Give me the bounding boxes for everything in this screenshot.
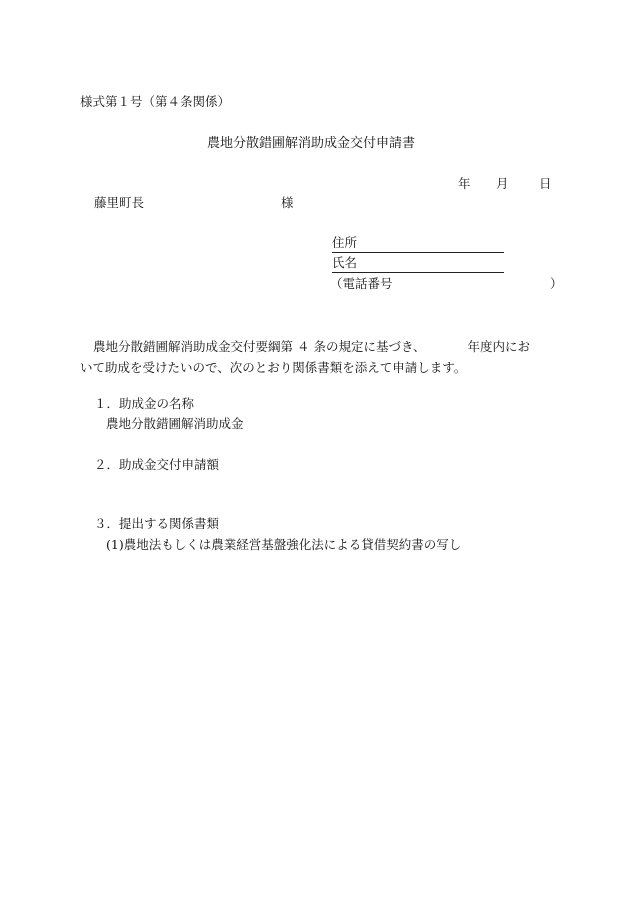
- body-paragraph: [80, 336, 555, 378]
- name-underline: [332, 272, 504, 273]
- phone-close-paren: ）: [550, 276, 563, 291]
- item-3-heading: ３．提出する関係書類: [94, 516, 220, 531]
- body-line-2: いて助成を受けたいので、次のとおり関係書類を添えて申請します。: [80, 360, 467, 375]
- form-number: 様式第１号（第４条関係）: [80, 94, 231, 109]
- address-label: 住所: [332, 235, 358, 250]
- address-underline: [332, 252, 504, 253]
- addressee-honorific: 様: [281, 195, 294, 210]
- addressee-name: 藤里町長: [94, 195, 145, 210]
- body-line-1: [80, 336, 555, 357]
- name-label: 氏名: [332, 255, 358, 270]
- date-month-label: 月: [496, 176, 509, 191]
- item-1-heading: １．助成金の名称: [94, 396, 195, 411]
- phone-label: （電話番号: [330, 276, 393, 291]
- item-1-content: 農地分散錯圃解消助成金: [106, 416, 244, 431]
- document-title: 農地分散錯圃解消助成金交付申請書: [207, 136, 416, 151]
- body-line-1-prefix: 農地分散錯圃解消助成金交付要綱第 ４ 条の規定に基づき、: [93, 339, 426, 354]
- body-line-1-suffix: 年度内にお: [467, 339, 530, 354]
- date-day-label: 日: [539, 176, 552, 191]
- item-3-content: (1)農地法もしくは農業経営基盤強化法による貸借契約書の写し: [106, 537, 462, 552]
- address-field: [332, 237, 357, 250]
- name-field: [332, 257, 357, 270]
- date-year-label: 年: [458, 176, 471, 191]
- item-2-heading: ２．助成金交付申請額: [94, 457, 220, 472]
